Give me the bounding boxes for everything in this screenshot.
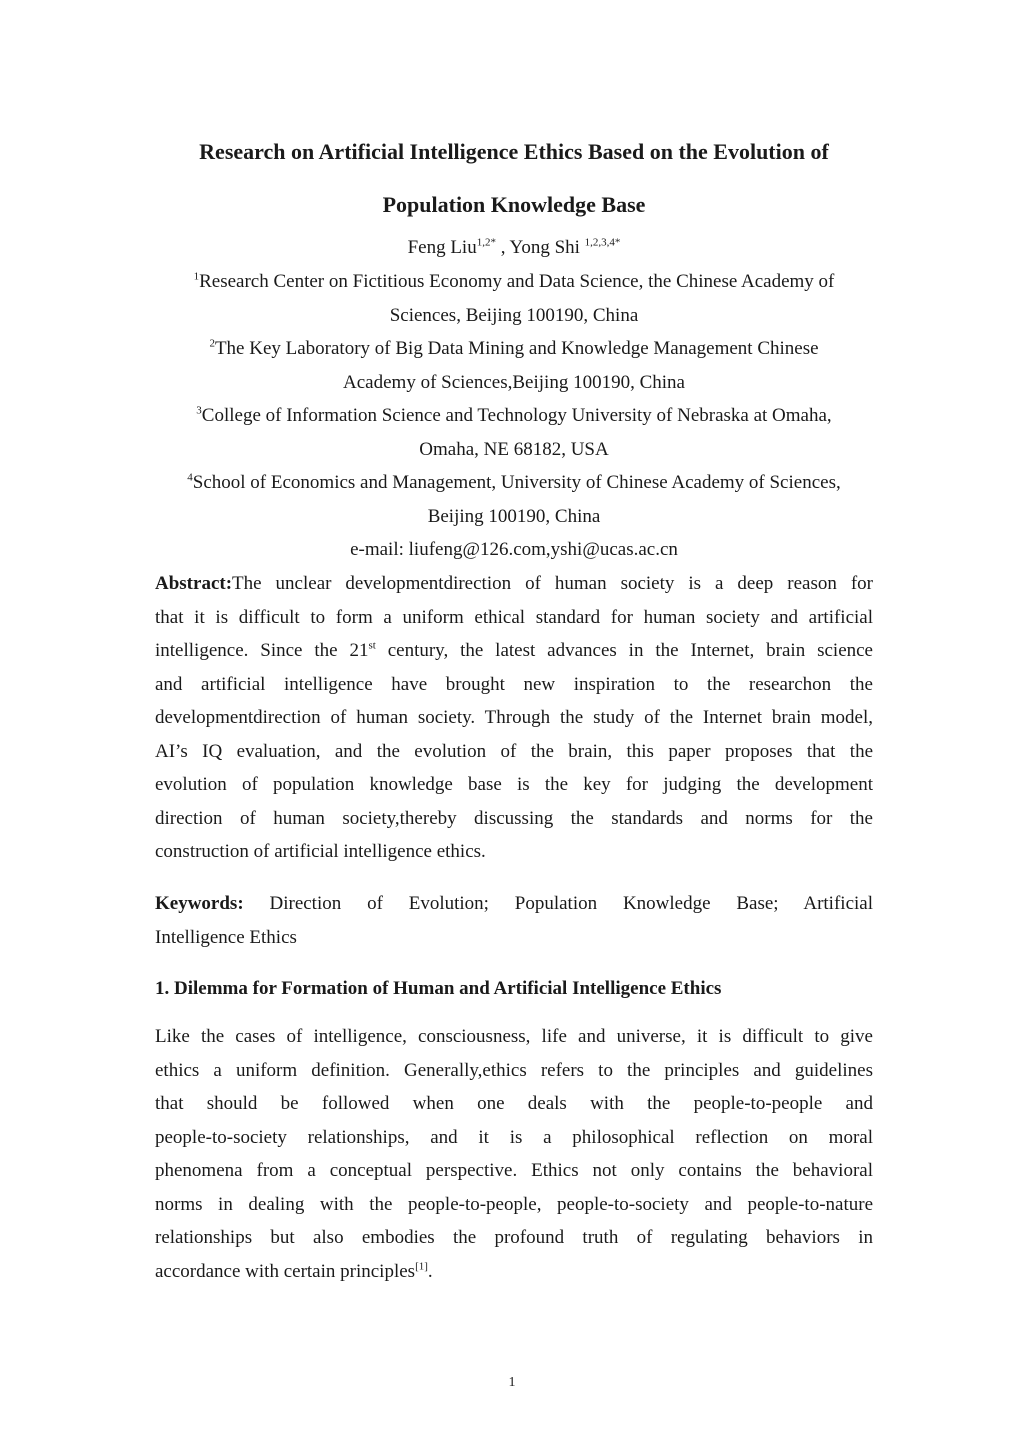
affiliation-text: The Key Laboratory of Big Data Mining and Knowledge Management Chinese bbox=[214, 338, 819, 359]
keywords-line bbox=[155, 887, 873, 921]
author-name: Feng Liu bbox=[407, 237, 477, 258]
email-line: e-mail: liufeng@126.com,yshi@ucas.ac.cn bbox=[350, 539, 678, 560]
body-line: people-to-society relationships, and it is a philosophical reflection on moral bbox=[155, 1126, 873, 1148]
abstract-line: evolution of population knowledge base is the key for judging the development bbox=[155, 774, 873, 795]
section-heading: 1. Dilemma for Formation of Human and Artificial Intelligence Ethics bbox=[155, 978, 722, 999]
abstract-label: Abstract: bbox=[155, 573, 233, 594]
abstract-text: century, the latest advances in the Internet, brain science bbox=[375, 640, 873, 661]
affiliation-text: School of Economics and Management, University of Chinese Academy of Sciences, bbox=[192, 472, 841, 493]
citation-reference: [1] bbox=[415, 1260, 428, 1273]
author-name: Yong Shi bbox=[509, 237, 585, 258]
author-separator: , bbox=[495, 237, 510, 258]
body-line: relationships but also embodies the profound truth of regulating behaviors in bbox=[155, 1227, 873, 1248]
abstract bbox=[155, 567, 873, 869]
abstract-line: AI’s IQ evaluation, and the evolution of the brain, this paper proposes that the bbox=[155, 740, 873, 762]
body-line: that should be followed when one deals with the people-to-people and bbox=[155, 1093, 873, 1114]
keywords-label: Keywords: bbox=[155, 893, 244, 914]
authors bbox=[155, 235, 873, 261]
paper-title-line1: Research on Artificial Intelligence Ethics Based on the Evolution of bbox=[199, 139, 829, 164]
affiliation-3-line1 bbox=[155, 403, 873, 429]
body-line: norms in dealing with the people-to-people, people-to-society and people-to-nature bbox=[155, 1193, 873, 1215]
affiliation-mark: 1 bbox=[193, 270, 200, 283]
body-line: ethics a uniform definition. Generally,ethics refers to the principles and guidelines bbox=[155, 1059, 873, 1081]
ordinal-suffix: st bbox=[368, 639, 376, 652]
section-body bbox=[155, 1020, 873, 1288]
affiliation-2-line2: Academy of Sciences,Beijing 100190, China bbox=[343, 372, 685, 393]
affiliation-4-line2: Beijing 100190, China bbox=[427, 506, 601, 527]
author-affiliation-mark: 1,2* bbox=[476, 236, 496, 249]
page-number: 1 bbox=[508, 1375, 516, 1390]
paper-title-line2: Population Knowledge Base bbox=[382, 192, 646, 217]
affiliation-text: Research Center on Fictitious Economy and Data Science, the Chinese Academy of bbox=[199, 271, 835, 292]
abstract-line bbox=[155, 567, 873, 601]
author-affiliation-mark: 1,2,3,4* bbox=[584, 236, 621, 249]
affiliation-1-line2: Sciences, Beijing 100190, China bbox=[389, 305, 639, 326]
body-text: accordance with certain principles bbox=[155, 1260, 416, 1282]
keywords bbox=[155, 887, 873, 954]
abstract-line: that it is difficult to form a uniform ethical standard for human society and artificial bbox=[155, 606, 873, 628]
abstract-line: developmentdirection of human society. Through the study of the Internet brain model, bbox=[155, 707, 873, 728]
abstract-text: intelligence. Since the 21 bbox=[155, 640, 369, 661]
affiliation-text: College of Information Science and Technology University of Nebraska at Omaha, bbox=[201, 405, 832, 426]
body-line: phenomena from a conceptual perspective. Ethics not only contains the behavioral bbox=[155, 1160, 873, 1181]
affiliation-2-line1 bbox=[155, 336, 873, 362]
affiliation-4-line1 bbox=[155, 470, 873, 496]
keywords-line: Intelligence Ethics bbox=[155, 926, 297, 948]
body-line bbox=[155, 1255, 873, 1289]
keywords-text: Direction of Evolution; Population Knowledge Base; Artificial bbox=[243, 893, 873, 914]
abstract-line bbox=[155, 634, 873, 668]
abstract-text: The unclear developmentdirection of human society is a deep reason for bbox=[232, 573, 873, 594]
affiliation-3-line2: Omaha, NE 68182, USA bbox=[419, 439, 609, 460]
abstract-line: direction of human society,thereby discussing the standards and norms for the bbox=[155, 807, 873, 829]
affiliation-mark: 2 bbox=[209, 337, 215, 350]
abstract-line: and artificial intelligence have brought new inspiration to the researchon the bbox=[155, 673, 873, 695]
body-text: . bbox=[427, 1260, 433, 1282]
affiliation-mark: 3 bbox=[196, 404, 202, 417]
affiliation-1-line1 bbox=[155, 269, 873, 295]
abstract-line: construction of artificial intelligence ethics. bbox=[155, 841, 486, 862]
affiliation-mark: 4 bbox=[187, 471, 193, 484]
body-line: Like the cases of intelligence, consciousness, life and universe, it is difficult to give bbox=[155, 1026, 873, 1047]
